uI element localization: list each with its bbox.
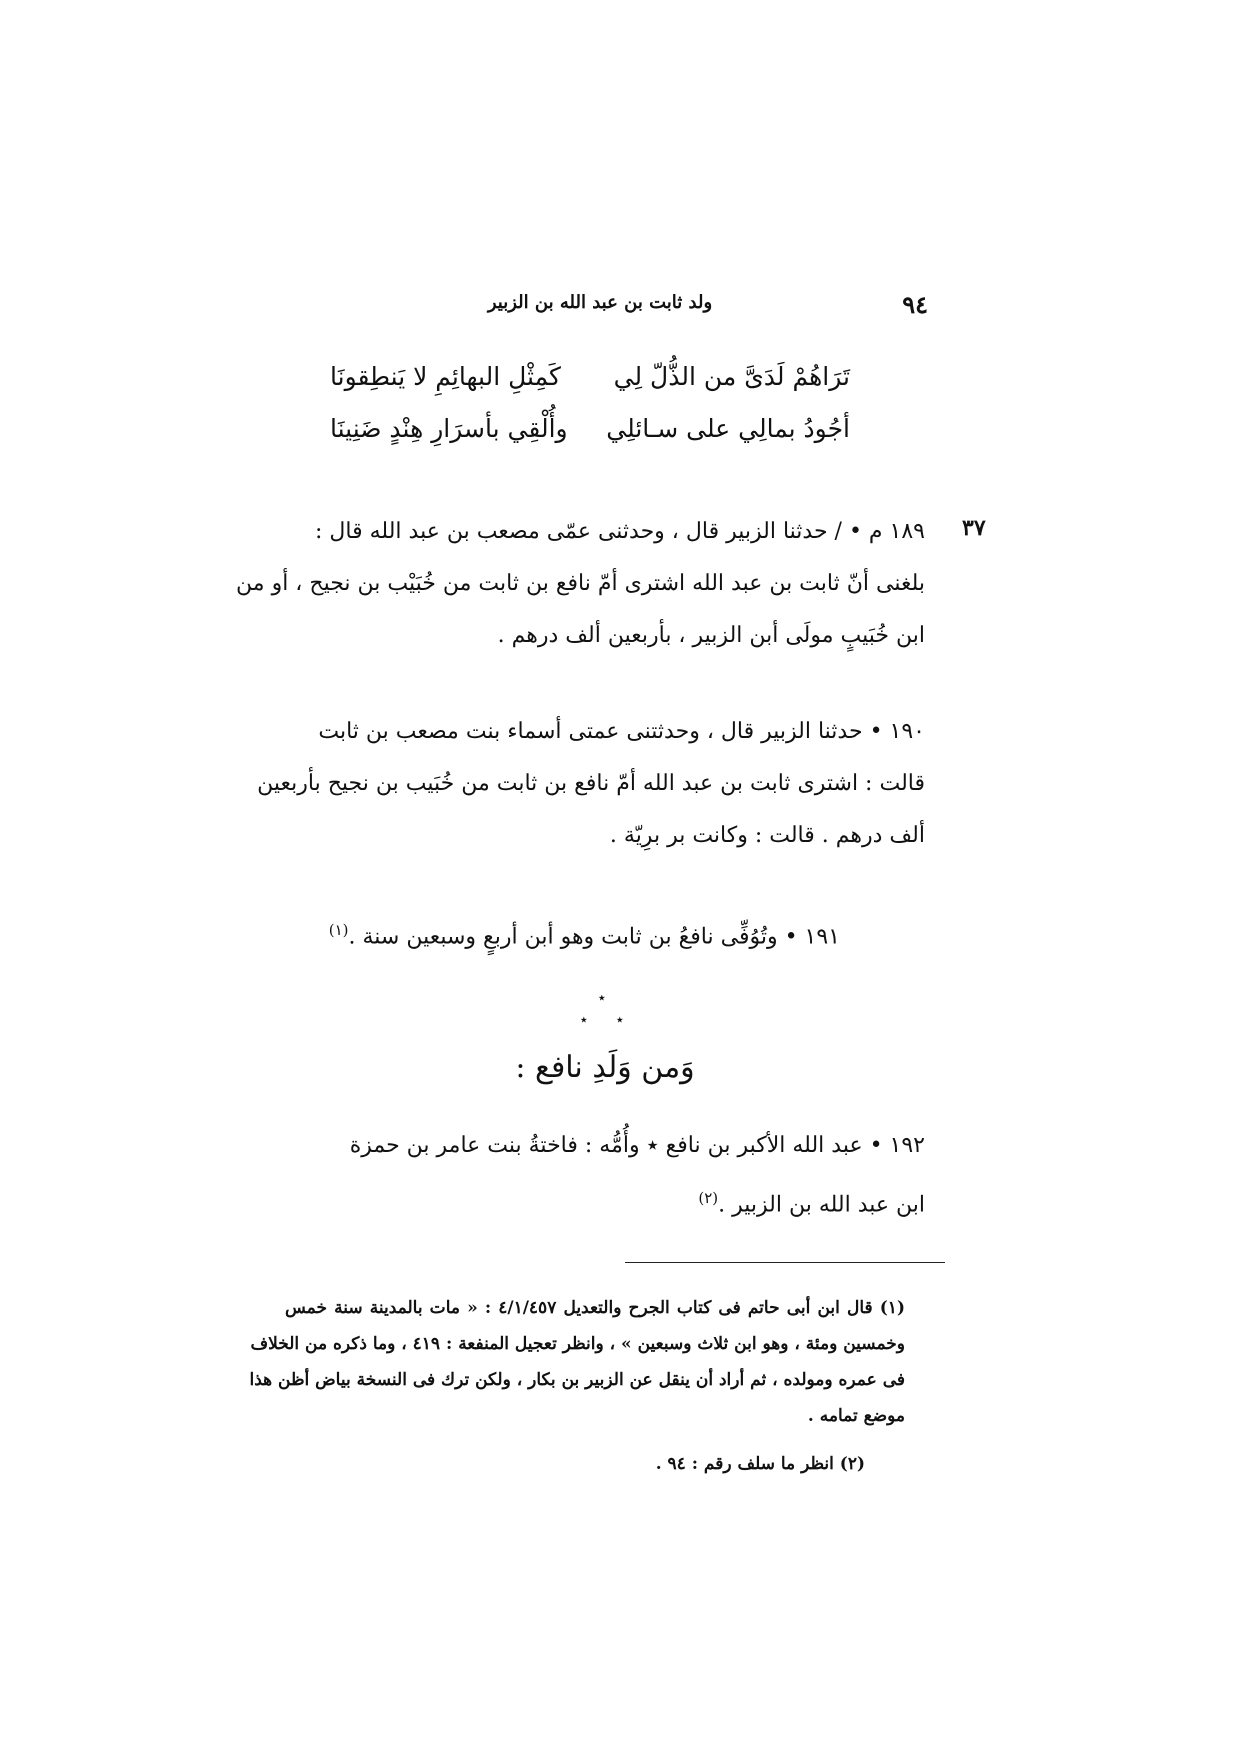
footnote-1-line-2: وخمسين ومئة ، وهو ابن ثلاث وسبعين » ، وانظر تعجيل المنفعة : ٤١٩ ، وما ذكره من الخلاف <box>250 1334 905 1354</box>
paragraph-191-line-1 <box>328 904 840 956</box>
footnote-1-line-1: (١) قال ابن أبى حاتم فى كتاب الجرح والتعديل ٤/١/٤٥٧ : « مات بالمدينة سنة خمس <box>285 1298 905 1318</box>
paragraph-189 <box>236 506 925 662</box>
paragraph-190-line-1: ١٩٠ • حدثنا الزبير قال ، وحدثتنى عمتى أسماء بنت مصعب بن ثابت <box>318 719 925 744</box>
footnote-ref-1[interactable]: (١) <box>328 921 349 939</box>
footnote-1-line-4: موضع تمامه . <box>807 1406 905 1426</box>
running-head: ولد ثابت بن عبد الله بن الزبير <box>487 292 713 313</box>
paragraph-190-line-2: قالت : اشترى ثابت بن عبد الله أمّ نافع بن ثابت من خُبَيب بن نجيح بأربعين <box>257 771 925 796</box>
footnote-ref-2[interactable]: (٢) <box>698 1189 719 1207</box>
asterisk-icon: ٭ <box>580 1012 588 1028</box>
paragraph-192-line-1: ١٩٢ • عبد الله الأكبر بن نافع ٭ وأُمُّه : فاختةُ بنت عامر بن حمزة <box>349 1133 925 1158</box>
footnote-1-line-3: فى عمره ومولده ، ثم أراد أن ينقل عن الزبير بن بكار ، ولكن ترك فى النسخة بياض أظن هذا <box>249 1370 905 1390</box>
page-number: ٩٤ <box>902 290 928 319</box>
asterisk-icon: ٭ <box>616 1012 624 1028</box>
paragraph-192-line-2-text: ابن عبد الله بن الزبير . <box>718 1192 925 1218</box>
footnote-separator <box>625 1262 945 1263</box>
footnote-1 <box>249 1290 905 1434</box>
asterism-divider <box>570 990 640 1040</box>
paragraph-189-line-3: ابن خُبَيبٍ مولَى أبن الزبير ، بأربعين ألف درهم . <box>497 623 925 648</box>
footnotes <box>249 1290 905 1482</box>
verse-line-1 <box>330 362 850 406</box>
asterisk-icon: ٭ <box>598 990 606 1006</box>
verse-2-first-hemistich: أجُودُ بمالِي على سـائلِي <box>606 414 850 443</box>
section-subheading: وَمن وَلَدِ نافع : <box>515 1050 695 1085</box>
footnote-2-line-1: (٢) انظر ما سلف رقم : ٩٤ . <box>655 1454 865 1474</box>
paragraph-189-line-1: ١٨٩ م • / حدثنا الزبير قال ، وحدثنى عمّى مصعب بن عبد الله قال : <box>315 519 925 544</box>
footnote-2 <box>285 1446 905 1482</box>
paragraph-190 <box>255 706 925 862</box>
paragraph-190-line-3: ألف درهم . قالت : وكانت بر برِيّة . <box>609 823 925 848</box>
verse-2-second-hemistich: وأُلْقِي بأسرَارِ هِنْدٍ ضَنِينَا <box>330 414 568 443</box>
paragraph-192 <box>255 1120 925 1224</box>
paragraph-189-line-2: بلغنى أنّ ثابت بن عبد الله اشترى أمّ نافع بن ثابت من خُبَيْب بن نجيح ، أو من <box>236 571 925 596</box>
margin-page-reference: ٣٧ <box>962 515 986 541</box>
paragraph-192-line-2 <box>255 1172 925 1224</box>
paragraph-191 <box>328 904 840 956</box>
verse-1-second-hemistich: كَمِثْلِ البهائِمِ لا يَنطِقونَا <box>330 362 561 391</box>
paragraph-191-text: ١٩١ • وتُوُفِّى نافعُ بن ثابت وهو أبن أربعٍ وسبعين سنة . <box>348 924 840 950</box>
verse-1-first-hemistich: تَرَاهُمْ لَدَىَّ من الذُّلّ لِي <box>613 362 850 391</box>
verse-line-2 <box>330 414 850 458</box>
